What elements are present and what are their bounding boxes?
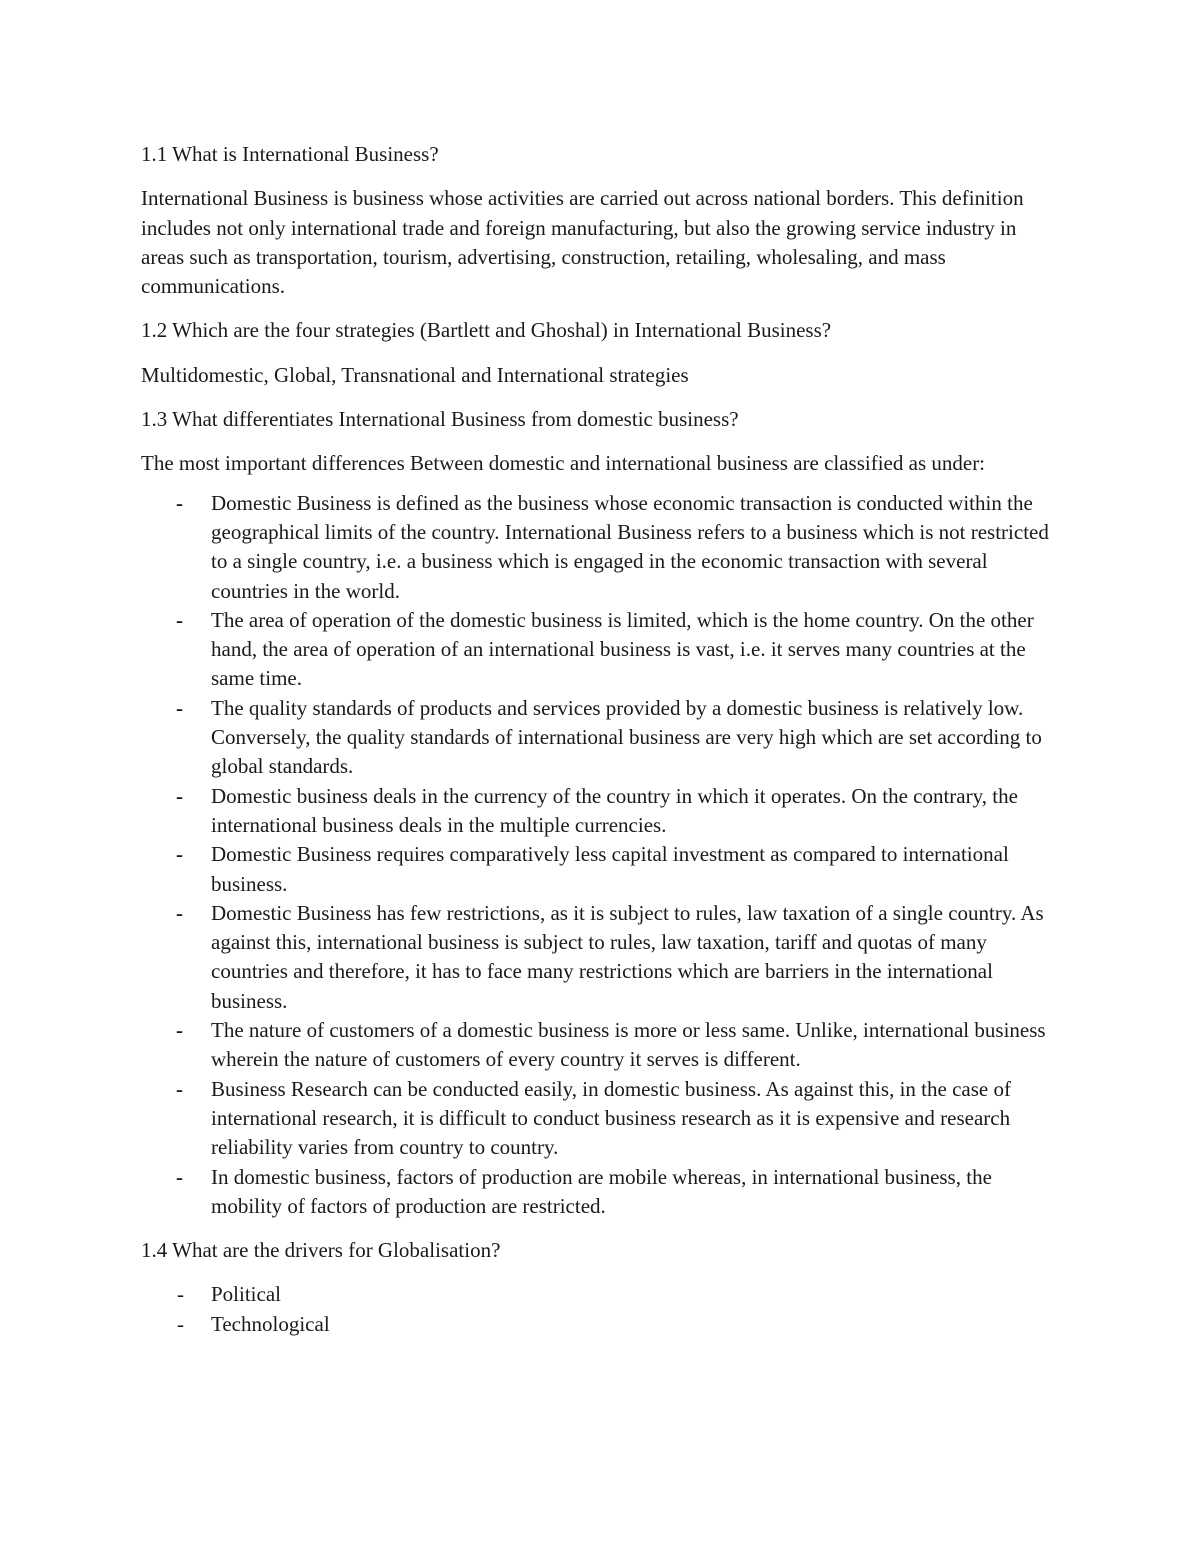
section-body-1-3: The most important differences Between domestic and international business are classified as under: xyxy=(141,451,986,476)
section-heading-1-4: 1.4 What are the drivers for Globalisation? xyxy=(141,1238,501,1263)
dash-bullet: - xyxy=(176,1018,183,1043)
section-body-1-1: International Business is business whose activities are carried out across national borders. This definition includes not only international trade and foreign manufacturing, but also the growing service industry in areas such as transportation, tourism, advertising, construction, retailing, wholesaling, and mass communications. xyxy=(141,186,1024,299)
dash-bullet: - xyxy=(176,783,183,808)
list-item xyxy=(141,840,1061,899)
dash-bullet: - xyxy=(176,607,183,632)
dash-bullet: - xyxy=(176,842,183,867)
list-item xyxy=(141,489,1061,606)
list-item-text: The nature of customers of a domestic business is more or less same. Unlike, international business wherein the nature of customers of every country it serves is different. xyxy=(211,1018,1046,1072)
list-item xyxy=(141,1163,1061,1222)
list-item-text: Domestic Business has few restrictions, as it is subject to rules, law taxation of a single country. As against this, international business is subject to rules, law taxation, tariff and quotas of many countries and therefore, it has to face many restrictions which are barriers in the international business. xyxy=(211,900,1044,1013)
dash-bullet: - xyxy=(177,1311,184,1336)
dash-bullet: - xyxy=(176,900,183,925)
document-page xyxy=(141,140,1061,1354)
list-item xyxy=(141,782,1061,841)
list-item xyxy=(141,1075,1061,1163)
section-body-1-2: Multidomestic, Global, Transnational and International strategies xyxy=(141,362,689,387)
list-item-text: The area of operation of the domestic business is limited, which is the home country. On the other hand, the area of operation of an international business is vast, i.e. it serves many countries at the same time. xyxy=(211,607,1034,691)
list-item-text: Domestic Business is defined as the business whose economic transaction is conducted within the geographical limits of the country. International Business refers to a business which is not restricted to a single country, i.e. a business which is engaged in the economic transaction with several countries in the world. xyxy=(211,490,1049,603)
list-item-text: Political xyxy=(211,1282,281,1307)
list-item xyxy=(141,694,1061,782)
differences-list xyxy=(141,489,1061,1221)
section-heading-1-2: 1.2 Which are the four strategies (Bartlett and Ghoshal) in International Business? xyxy=(141,318,832,343)
list-item xyxy=(141,1016,1061,1075)
list-item-text: Domestic Business requires comparatively less capital investment as compared to international business. xyxy=(211,842,1009,896)
section-heading-1-3: 1.3 What differentiates International Business from domestic business? xyxy=(141,407,739,432)
section-heading-1-1: 1.1 What is International Business? xyxy=(141,142,439,166)
list-item xyxy=(141,606,1061,694)
dash-bullet: - xyxy=(176,1076,183,1101)
list-item xyxy=(141,899,1061,1016)
globalisation-drivers-list xyxy=(141,1280,1061,1339)
list-item-text: In domestic business, factors of production are mobile whereas, in international business, the mobility of factors of production are restricted. xyxy=(211,1164,992,1218)
list-item-text: Technological xyxy=(211,1311,330,1336)
list-item-text: The quality standards of products and services provided by a domestic business is relatively low. Conversely, the quality standards of international business are very high which are set according to global standards. xyxy=(211,695,1042,779)
list-item xyxy=(141,1310,1061,1339)
list-item-text: Business Research can be conducted easily, in domestic business. As against this, in the case of international research, it is difficult to conduct business research as it is expensive and research reliability varies from country to country. xyxy=(211,1076,1011,1160)
dash-bullet: - xyxy=(176,490,183,515)
dash-bullet: - xyxy=(176,1164,183,1189)
list-item-text: Domestic business deals in the currency of the country in which it operates. On the contrary, the international business deals in the multiple currencies. xyxy=(211,783,1018,837)
dash-bullet: - xyxy=(176,695,183,720)
list-item xyxy=(141,1280,1061,1309)
dash-bullet: - xyxy=(177,1282,184,1307)
